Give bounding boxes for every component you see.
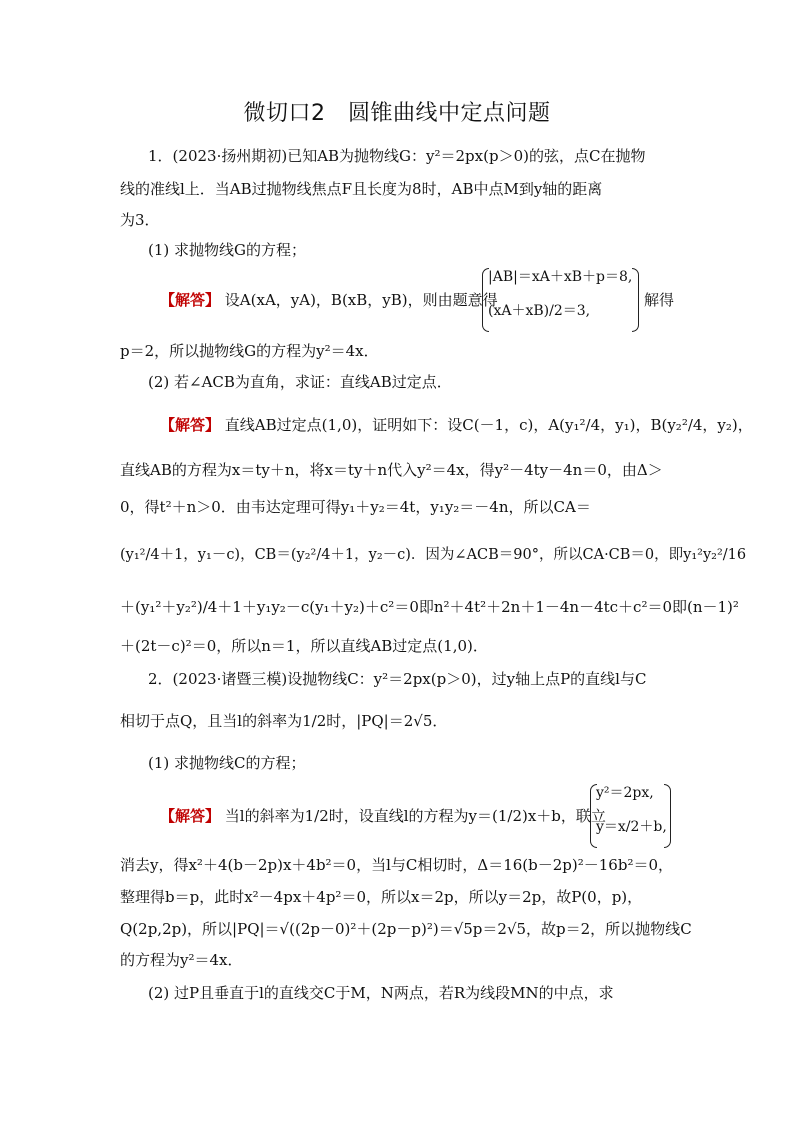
q1-part2-answer-text: 直线AB过定点(1,0)，证明如下：设C(－1，c)，A(y₁²/4，y₁)，B(y₂²/4，y₂)， <box>224 416 753 434</box>
q1-part2-answer-line-5: ＋(y₁²＋y₂²)/4＋1＋y₁y₂－c(y₁＋y₂)＋c²＝0即n²＋4t²＋2n＋1－4n－4tc＋c²＝0即(n－1)² <box>120 598 739 616</box>
answer-label: 【解答】 <box>160 291 221 309</box>
q1-system-eq1: |AB|＝xA＋xB＋p＝8, <box>488 269 633 285</box>
q1-stem-line-1: 1．(2023·扬州期初)已知AB为抛物线G：y²＝2px(p＞0)的弦，点C在抛物 <box>148 147 646 165</box>
answer-label: 【解答】 <box>160 807 221 825</box>
system-brace-right <box>664 784 671 848</box>
q2-system-eq1: y²＝2px, <box>596 785 654 801</box>
q2-part1-answer-line-4: Q(2p,2p)，所以|PQ|＝√((2p－0)²＋(2p－p)²)＝√5p＝2√5，故p＝2，所以抛物线C <box>120 920 692 938</box>
system-brace-right <box>632 268 639 332</box>
q1-part1-answer-conclude: 解得 <box>644 291 675 309</box>
q1-part1-prompt: (1) 求抛物线G的方程； <box>148 241 306 259</box>
q1-part2-answer-line-4: (y₁²/4＋1，y₁－c)，CB＝(y₂²/4＋1，y₂－c)．因为∠ACB＝90°，所以CA·CB＝0，即y₁²y₂²/16 <box>120 547 747 563</box>
q2-part1-answer-intro <box>160 806 606 826</box>
q2-stem-line-2: 相切于点Q，且当l的斜率为1/2时，|PQ|＝2√5． <box>120 712 448 730</box>
q2-part2-prompt: (2) 过P且垂直于l的直线交C于M，N两点，若R为线段MN的中点，求 <box>148 984 614 1002</box>
q1-stem-line-2: 线的准线l上．当AB过抛物线焦点F且长度为8时，AB中点M到y轴的距离 <box>120 180 603 198</box>
q2-part1-answer-line-3: 整理得b＝p，此时x²－4px＋4p²＝0，所以x＝2p，所以y＝2p，故P(0，p)， <box>120 888 643 906</box>
q1-part2-answer-line-2: 直线AB的方程为x＝ty＋n，将x＝ty＋n代入y²＝4x，得y²－4ty－4n＝0，由Δ＞ <box>120 461 663 479</box>
q1-part1-answer-text: 设A(xA，yA)，B(xB，yB)，则由题意得 <box>224 291 498 309</box>
q2-system-eq2: y＝x/2＋b, <box>596 819 667 835</box>
q1-part2-answer-line-6: ＋(2t－c)²＝0，所以n＝1，所以直线AB过定点(1,0)． <box>120 637 488 655</box>
q2-part1-answer-line-5: 的方程为y²＝4x． <box>120 951 243 969</box>
q1-part1-answer-line-2: p＝2，所以抛物线G的方程为y²＝4x． <box>120 342 379 360</box>
answer-label: 【解答】 <box>160 416 221 434</box>
q1-system-eq2: (xA＋xB)/2＝3, <box>488 303 591 319</box>
q2-part1-prompt: (1) 求抛物线C的方程； <box>148 754 306 772</box>
page-title: 微切口2 圆锥曲线中定点问题 <box>243 101 551 126</box>
q1-part2-answer-line-3: 0，得t²＋n＞0．由韦达定理可得y₁＋y₂＝4t，y₁y₂＝－4n，所以CA＝ <box>120 498 591 516</box>
q1-stem-line-3: 为3． <box>120 211 160 229</box>
q1-part1-answer-intro <box>160 290 498 310</box>
q1-part2-answer-line-1 <box>160 415 753 435</box>
q2-stem-line-1: 2．(2023·诸暨三模)设抛物线C：y²＝2px(p＞0)，过y轴上点P的直线l与C <box>148 670 647 688</box>
q2-part1-answer-text: 当l的斜率为1/2时，设直线l的方程为y＝(1/2)x＋b，联立 <box>224 807 606 825</box>
q1-part2-prompt: (2) 若∠ACB为直角，求证：直线AB过定点． <box>148 373 452 391</box>
q2-part1-answer-line-2: 消去y，得x²＋4(b－2p)x＋4b²＝0，当l与C相切时，Δ＝16(b－2p)²－16b²＝0， <box>120 856 674 874</box>
